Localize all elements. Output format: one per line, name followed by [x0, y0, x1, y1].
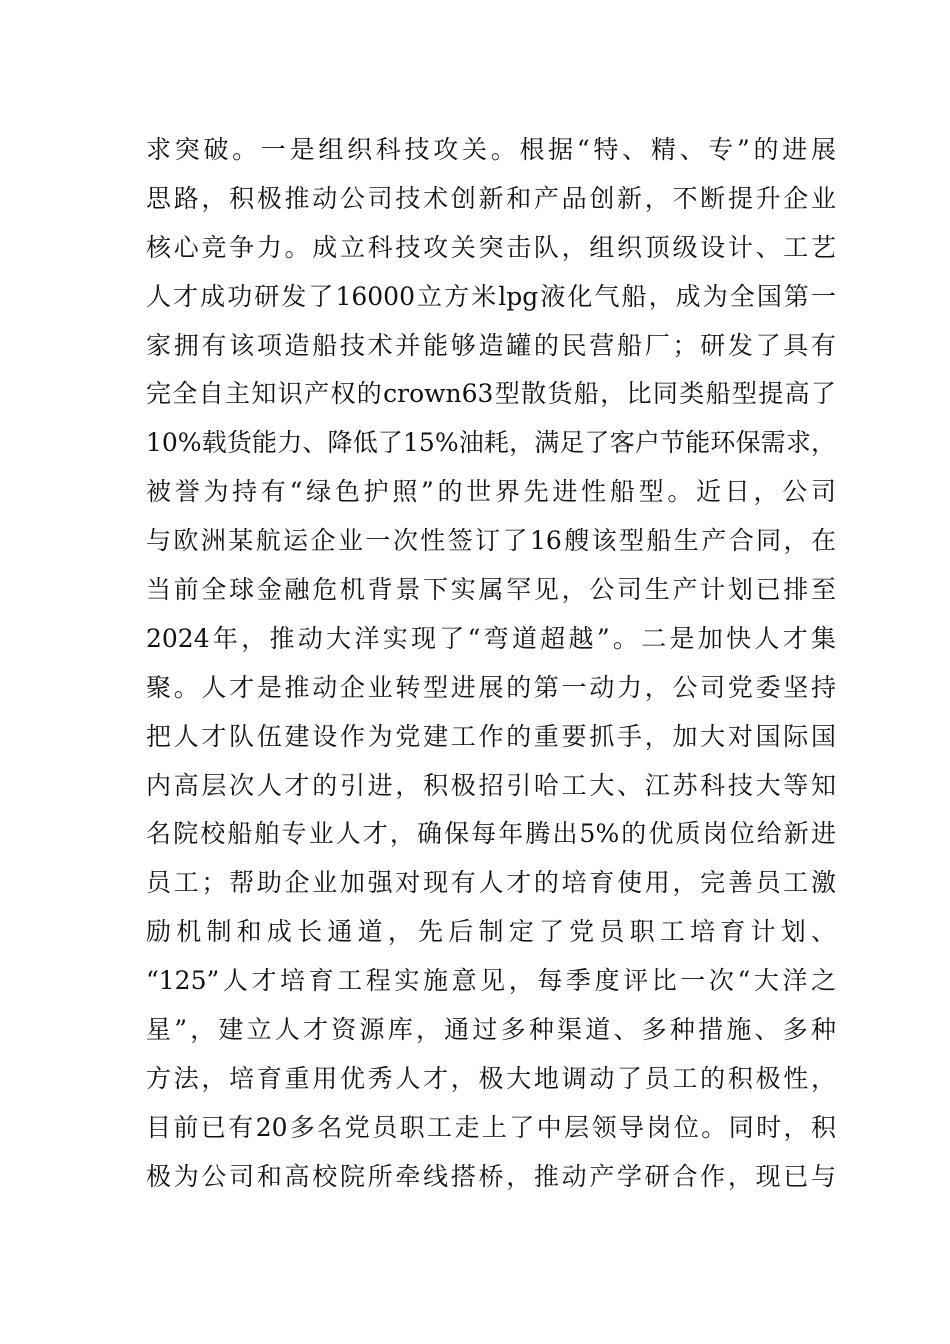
text-line: 内高层次人才的引进，积极招引哈工大、江苏科技大等知 — [146, 770, 836, 800]
text-line: “125”人才培育工程实施意见，每季度评比一次“大洋之 — [146, 966, 836, 996]
text-line: 家拥有该项造船技术并能够造罐的民营船厂；研发了具有 — [146, 330, 836, 360]
text-line: 名院校船舶专业人才，确保每年腾出5%的优质岗位给新进 — [146, 819, 836, 849]
text-line: 目前已有20多名党员职工走上了中层领导岗位。同时，积 — [146, 1112, 836, 1142]
text-line: 励机制和成长通道，先后制定了党员职工培育计划、 — [146, 917, 836, 947]
text-line: 与欧洲某航运企业一次性签订了16艘该型船生产合同，在 — [146, 526, 836, 556]
text-line: 人才成功研发了16000立方米lpg液化气船，成为全国第一 — [146, 281, 836, 311]
text-line: 10%载货能力、降低了15%油耗，满足了客户节能环保需求， — [146, 428, 836, 458]
text-line: 聚。人才是推动企业转型进展的第一动力，公司党委坚持 — [146, 672, 836, 702]
text-line: 求突破。一是组织科技攻关。根据“特、精、专”的进展 — [146, 135, 836, 164]
text-line: 把人才队伍建设作为党建工作的重要抓手，加大对国际国 — [146, 721, 836, 751]
text-line: 星”，建立人才资源库，通过多种渠道、多种措施、多种 — [146, 1015, 836, 1045]
text-line: 方法，培育重用优秀人才，极大地调动了员工的积极性， — [146, 1063, 836, 1093]
body-text — [146, 126, 836, 1202]
text-line: 极为公司和高校院所牵线搭桥，推动产学研合作，现已与 — [146, 1161, 836, 1191]
text-line: 被誉为持有“绿色护照”的世界先进性船型。近日，公司 — [146, 477, 836, 507]
text-line: 完全自主知识产权的crown63型散货船，比同类船型提高了 — [146, 379, 836, 409]
text-line: 思路，积极推动公司技术创新和产品创新，不断提升企业 — [146, 183, 836, 213]
text-line: 2024年，推动大洋实现了“弯道超越”。二是加快人才集 — [146, 623, 836, 653]
text-line: 核心竞争力。成立科技攻关突击队，组织顶级设计、工艺 — [146, 232, 836, 262]
text-line: 当前全球金融危机背景下实属罕见，公司生产计划已排至 — [146, 575, 836, 605]
text-line: 员工；帮助企业加强对现有人才的培育使用，完善员工激 — [146, 868, 836, 898]
